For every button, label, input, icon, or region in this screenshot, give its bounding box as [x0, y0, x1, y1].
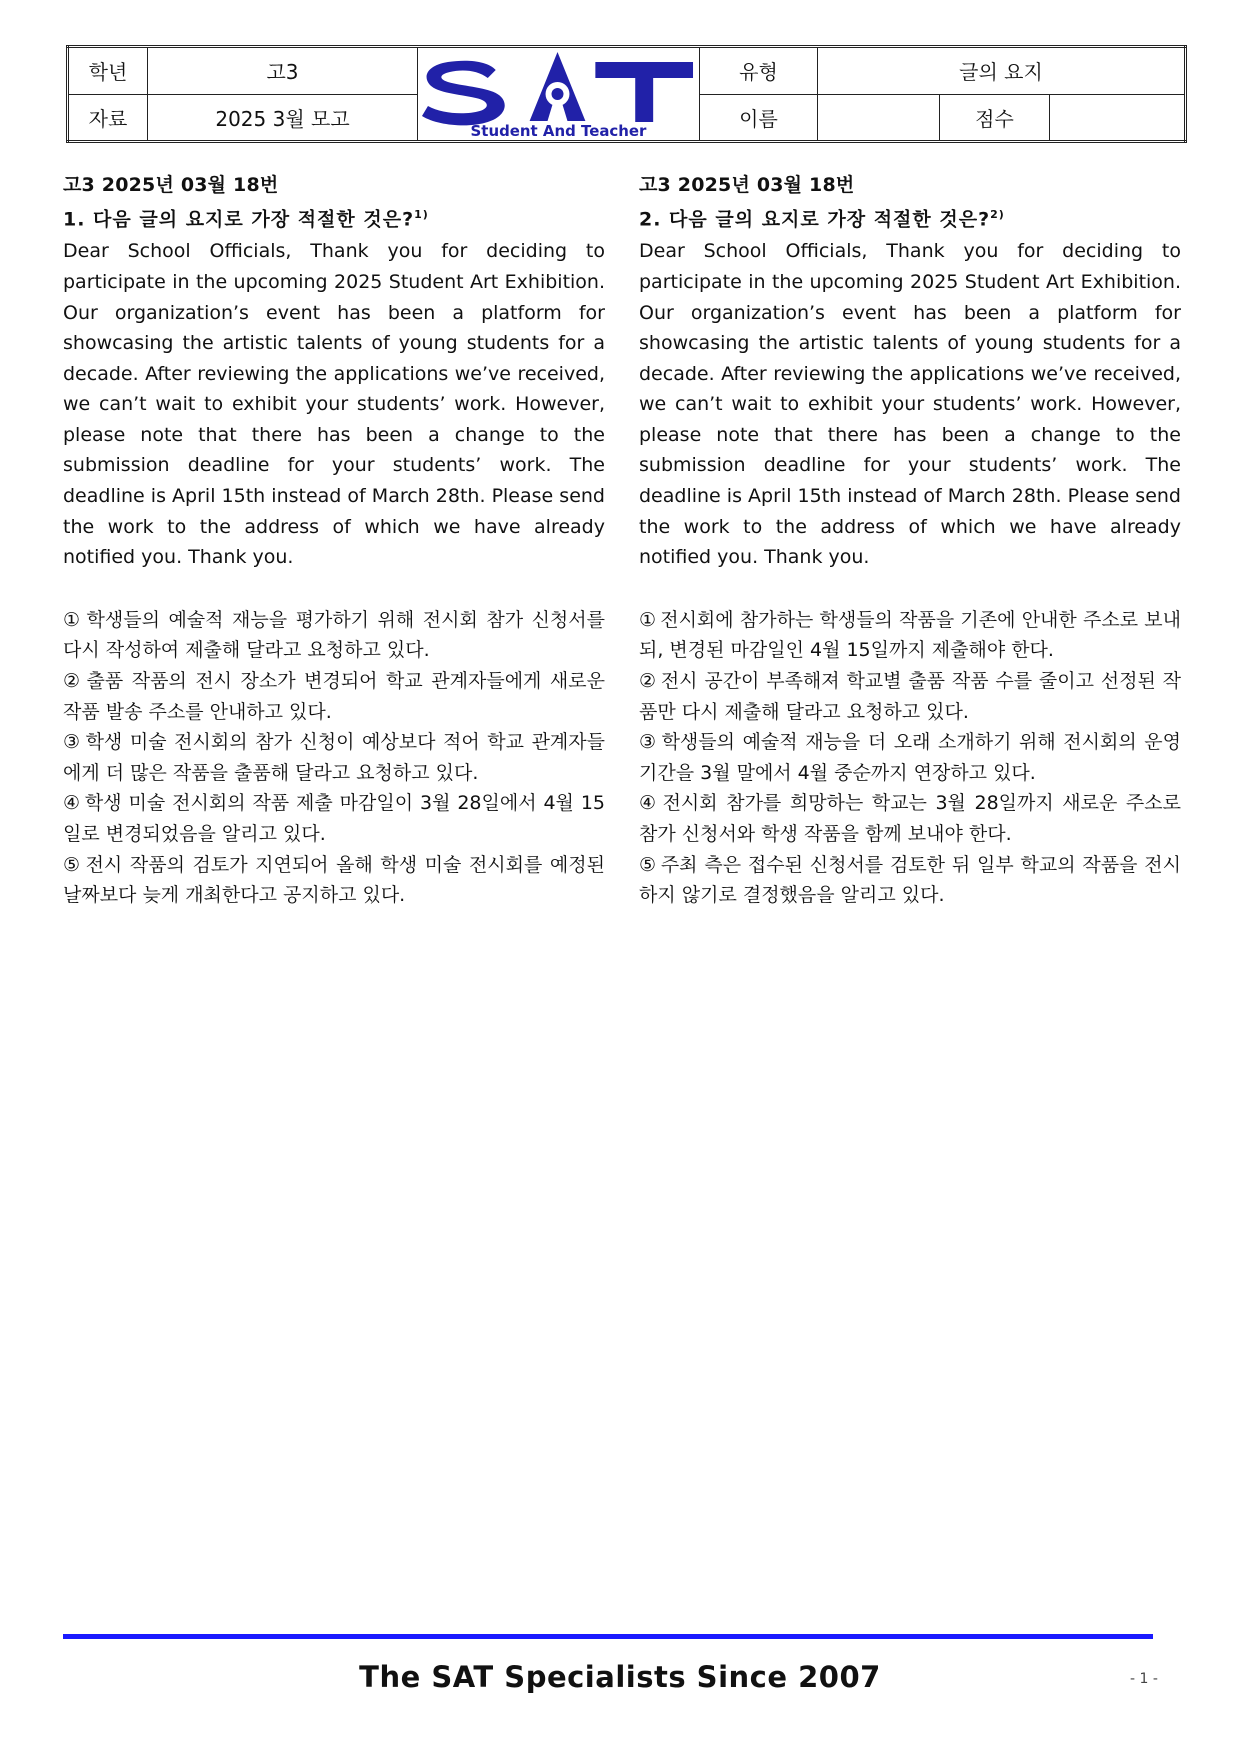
type-value: 글의 요지 [818, 47, 1186, 95]
footer-divider [63, 1634, 1153, 1639]
choice-3[interactable] [63, 727, 605, 788]
choice-number: ③ [63, 731, 82, 754]
footnote-marker: 1) [414, 208, 429, 221]
score-label: 점수 [940, 94, 1050, 142]
choice-2[interactable] [639, 666, 1181, 727]
score-field[interactable] [1050, 94, 1186, 142]
sat-logo-graphic [418, 48, 699, 140]
question-title-text: 1. 다음 글의 요지로 가장 적절한 것은? [63, 208, 415, 231]
choice-text: 전시회에 참가하는 학생들의 작품을 기존에 안내한 주소로 보내되, 변경된 마감일인 4월 15일까지 제출해야 한다. [639, 608, 1181, 662]
choice-number: ① [639, 608, 657, 631]
choice-3[interactable] [639, 727, 1181, 788]
choice-list [63, 605, 605, 911]
choice-text: 학생들의 예술적 재능을 평가하기 위해 전시회 참가 신청서를 다시 작성하여 제출해 달라고 요청하고 있다. [63, 608, 605, 662]
logo-tagline: Student And Teacher [470, 121, 647, 140]
choice-text: 출품 작품의 전시 장소가 변경되어 학교 관계자들에게 새로운 작품 발송 주소를 안내하고 있다. [63, 670, 605, 723]
choice-text: 전시회 참가를 희망하는 학교는 3월 28일까지 새로운 주소로 참가 신청서와 학생 작품을 함께 보내야 한다. [639, 792, 1181, 846]
choice-1[interactable] [639, 605, 1181, 666]
passage: Dear School Officials, Thank you for deciding to participate in the upcoming 2025 Student Art Exhibition. Our organization’s event has been a platform for showcasing the artistic talents of young students for a decade. After reviewing the applications we’ve received, we can’t wait to exhibit your students’ work. However, please note that there has been a change to the submission deadline for your students’ work. The deadline is April 15th instead of March 28th. Please send the work to the address of which we have already notified you. Thank you. [63, 240, 605, 569]
choice-list [639, 605, 1181, 911]
sat-logo [418, 47, 700, 142]
footer-slogan: The SAT Specialists Since 2007 [359, 1660, 881, 1694]
grade-value: 고3 [148, 47, 418, 95]
page-number: - 1 - [1130, 1671, 1158, 1687]
question-source: 고3 2025년 03월 18번 [63, 174, 279, 196]
grade-label: 학년 [68, 47, 148, 95]
type-label: 유형 [700, 47, 818, 95]
choice-number: ② [639, 670, 657, 693]
choice-number: ④ [639, 792, 659, 815]
choice-5[interactable] [63, 850, 605, 911]
choice-text: 학생들의 예술적 재능을 더 오래 소개하기 위해 전시회의 운영 기간을 3월 말에서 4월 중순까지 연장하고 있다. [639, 731, 1181, 784]
choice-number: ② [63, 670, 83, 693]
name-field[interactable] [818, 94, 940, 142]
material-label: 자료 [68, 94, 148, 142]
choice-number: ⑤ [63, 853, 82, 876]
question-source: 고3 2025년 03월 18번 [639, 174, 855, 196]
choice-4[interactable] [63, 788, 605, 849]
choice-text: 전시 작품의 검토가 지연되어 올해 학생 미술 전시회를 예정된 날짜보다 늦게 개최한다고 공지하고 있다. [63, 853, 605, 907]
choice-1[interactable] [63, 605, 605, 666]
header-table [66, 45, 1187, 143]
question-title-text: 2. 다음 글의 요지로 가장 적절한 것은? [639, 208, 991, 231]
choice-number: ④ [63, 792, 81, 815]
choice-number: ① [63, 608, 83, 631]
choice-number: ⑤ [639, 853, 657, 876]
choice-text: 학생 미술 전시회의 참가 신청이 예상보다 적어 학교 관계자들에게 더 많은 작품을 출품해 달라고 요청하고 있다. [63, 731, 605, 784]
name-label: 이름 [700, 94, 818, 142]
choice-5[interactable] [639, 850, 1181, 911]
choice-4[interactable] [639, 788, 1181, 849]
choice-2[interactable] [63, 666, 605, 727]
question-title [639, 200, 1181, 234]
footnote-marker: 2) [990, 208, 1005, 221]
question-title [63, 200, 605, 234]
choice-number: ③ [639, 731, 658, 754]
choice-text: 학생 미술 전시회의 작품 제출 마감일이 3월 28일에서 4월 15일로 변경되었음을 알리고 있다. [63, 792, 605, 846]
passage: Dear School Officials, Thank you for deciding to participate in the upcoming 2025 Student Art Exhibition. Our organization’s event has been a platform for showcasing the artistic talents of young students for a decade. After reviewing the applications we’ve received, we can’t wait to exhibit your students’ work. However, please note that there has been a change to the submission deadline for your students’ work. The deadline is April 15th instead of March 28th. Please send the work to the address of which we have already notified you. Thank you. [639, 240, 1181, 569]
question-1 [63, 170, 605, 911]
material-value: 2025 3월 모고 [148, 94, 418, 142]
question-2 [639, 170, 1181, 911]
choice-text: 전시 공간이 부족해져 학교별 출품 작품 수를 줄이고 선정된 작품만 다시 제출해 달라고 요청하고 있다. [639, 670, 1181, 723]
choice-text: 주최 측은 접수된 신청서를 검토한 뒤 일부 학교의 작품을 전시하지 않기로 결정했음을 알리고 있다. [639, 853, 1181, 907]
